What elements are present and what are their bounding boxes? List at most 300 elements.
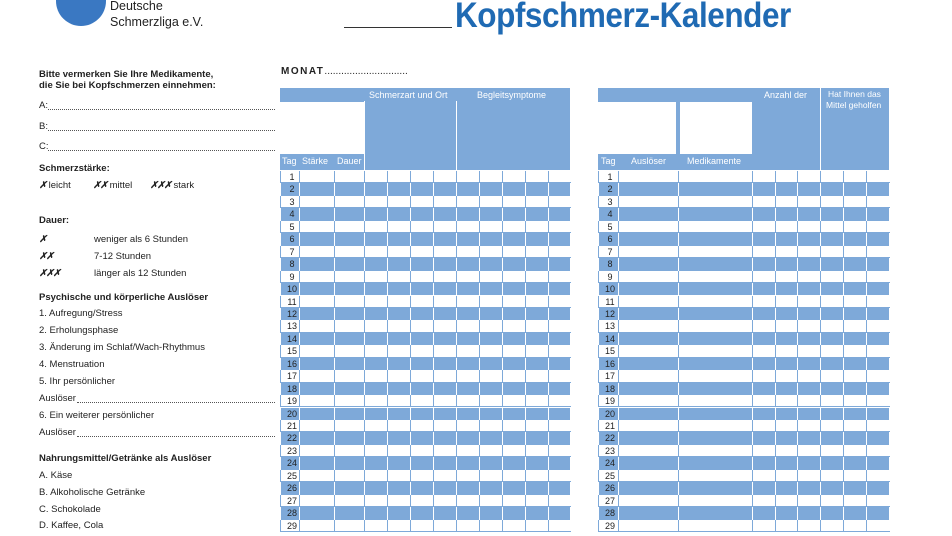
entry-cell[interactable] xyxy=(410,470,434,482)
entry-cell[interactable] xyxy=(456,271,480,283)
entry-cell[interactable] xyxy=(797,308,821,320)
entry-cell[interactable] xyxy=(334,183,365,195)
entry-cell[interactable] xyxy=(548,445,571,457)
entry-cell[interactable] xyxy=(618,395,679,407)
entry-cell[interactable] xyxy=(525,271,549,283)
entry-cell[interactable] xyxy=(387,420,411,432)
entry-cell[interactable] xyxy=(479,171,503,183)
entry-cell[interactable] xyxy=(410,358,434,370)
entry-cell[interactable] xyxy=(775,333,798,345)
entry-cell[interactable] xyxy=(502,320,526,332)
entry-cell[interactable] xyxy=(820,345,844,357)
entry-cell[interactable] xyxy=(502,470,526,482)
entry-cell[interactable] xyxy=(387,183,411,195)
entry-cell[interactable] xyxy=(479,370,503,382)
entry-cell[interactable] xyxy=(843,233,867,245)
entry-cell[interactable] xyxy=(820,495,844,507)
entry-cell[interactable] xyxy=(866,308,890,320)
entry-cell[interactable] xyxy=(456,457,480,469)
entry-cell[interactable] xyxy=(334,370,365,382)
entry-cell[interactable] xyxy=(548,183,571,195)
entry-cell[interactable] xyxy=(678,320,753,332)
entry-cell[interactable] xyxy=(752,495,776,507)
entry-cell[interactable] xyxy=(334,457,365,469)
entry-cell[interactable] xyxy=(797,408,821,420)
entry-cell[interactable] xyxy=(433,233,457,245)
entry-cell[interactable] xyxy=(387,457,411,469)
entry-cell[interactable] xyxy=(820,183,844,195)
entry-cell[interactable] xyxy=(364,395,388,407)
entry-cell[interactable] xyxy=(820,445,844,457)
entry-cell[interactable] xyxy=(479,445,503,457)
entry-cell[interactable] xyxy=(456,320,480,332)
entry-cell[interactable] xyxy=(334,358,365,370)
entry-cell[interactable] xyxy=(820,221,844,233)
entry-cell[interactable] xyxy=(618,308,679,320)
entry-cell[interactable] xyxy=(410,495,434,507)
entry-cell[interactable] xyxy=(752,345,776,357)
entry-cell[interactable] xyxy=(387,445,411,457)
entry-cell[interactable] xyxy=(775,296,798,308)
entry-cell[interactable] xyxy=(618,495,679,507)
entry-cell[interactable] xyxy=(752,296,776,308)
entry-cell[interactable] xyxy=(843,395,867,407)
entry-cell[interactable] xyxy=(843,258,867,270)
entry-cell[interactable] xyxy=(618,520,679,532)
entry-cell[interactable] xyxy=(364,345,388,357)
entry-cell[interactable] xyxy=(678,507,753,519)
entry-cell[interactable] xyxy=(618,271,679,283)
entry-cell[interactable] xyxy=(678,196,753,208)
entry-cell[interactable] xyxy=(843,271,867,283)
entry-cell[interactable] xyxy=(618,196,679,208)
entry-cell[interactable] xyxy=(410,233,434,245)
entry-cell[interactable] xyxy=(866,520,890,532)
entry-cell[interactable] xyxy=(797,482,821,494)
entry-cell[interactable] xyxy=(387,221,411,233)
entry-cell[interactable] xyxy=(433,320,457,332)
entry-cell[interactable] xyxy=(678,470,753,482)
entry-cell[interactable] xyxy=(843,495,867,507)
entry-cell[interactable] xyxy=(299,333,335,345)
entry-cell[interactable] xyxy=(410,333,434,345)
entry-cell[interactable] xyxy=(866,495,890,507)
entry-cell[interactable] xyxy=(479,507,503,519)
entry-cell[interactable] xyxy=(820,432,844,444)
entry-cell[interactable] xyxy=(820,333,844,345)
entry-cell[interactable] xyxy=(334,308,365,320)
entry-cell[interactable] xyxy=(618,408,679,420)
entry-cell[interactable] xyxy=(410,445,434,457)
entry-cell[interactable] xyxy=(433,420,457,432)
entry-cell[interactable] xyxy=(456,258,480,270)
entry-cell[interactable] xyxy=(334,470,365,482)
entry-cell[interactable] xyxy=(334,420,365,432)
entry-cell[interactable] xyxy=(433,457,457,469)
entry-cell[interactable] xyxy=(820,520,844,532)
entry-cell[interactable] xyxy=(456,482,480,494)
entry-cell[interactable] xyxy=(866,320,890,332)
entry-cell[interactable] xyxy=(678,395,753,407)
entry-cell[interactable] xyxy=(775,171,798,183)
entry-cell[interactable] xyxy=(548,507,571,519)
entry-cell[interactable] xyxy=(548,358,571,370)
entry-cell[interactable] xyxy=(820,370,844,382)
entry-cell[interactable] xyxy=(866,482,890,494)
entry-cell[interactable] xyxy=(775,208,798,220)
entry-cell[interactable] xyxy=(410,258,434,270)
entry-cell[interactable] xyxy=(299,320,335,332)
entry-cell[interactable] xyxy=(364,408,388,420)
entry-cell[interactable] xyxy=(618,370,679,382)
entry-cell[interactable] xyxy=(502,246,526,258)
entry-cell[interactable] xyxy=(502,420,526,432)
entry-cell[interactable] xyxy=(618,320,679,332)
entry-cell[interactable] xyxy=(334,482,365,494)
entry-cell[interactable] xyxy=(866,208,890,220)
entry-cell[interactable] xyxy=(866,457,890,469)
entry-cell[interactable] xyxy=(797,520,821,532)
entry-cell[interactable] xyxy=(387,271,411,283)
entry-cell[interactable] xyxy=(866,196,890,208)
entry-cell[interactable] xyxy=(334,520,365,532)
entry-cell[interactable] xyxy=(775,221,798,233)
entry-cell[interactable] xyxy=(456,383,480,395)
entry-cell[interactable] xyxy=(618,420,679,432)
entry-cell[interactable] xyxy=(334,283,365,295)
entry-cell[interactable] xyxy=(410,432,434,444)
entry-cell[interactable] xyxy=(364,283,388,295)
entry-cell[interactable] xyxy=(364,432,388,444)
entry-cell[interactable] xyxy=(299,196,335,208)
entry-cell[interactable] xyxy=(678,308,753,320)
entry-cell[interactable] xyxy=(618,258,679,270)
entry-cell[interactable] xyxy=(775,358,798,370)
med-c-field[interactable]: C: xyxy=(39,141,275,153)
entry-cell[interactable] xyxy=(752,333,776,345)
entry-cell[interactable] xyxy=(866,345,890,357)
entry-cell[interactable] xyxy=(410,271,434,283)
entry-cell[interactable] xyxy=(299,246,335,258)
entry-cell[interactable] xyxy=(334,271,365,283)
entry-cell[interactable] xyxy=(334,233,365,245)
entry-cell[interactable] xyxy=(525,482,549,494)
entry-cell[interactable] xyxy=(775,258,798,270)
entry-cell[interactable] xyxy=(456,345,480,357)
entry-cell[interactable] xyxy=(678,358,753,370)
entry-cell[interactable] xyxy=(678,283,753,295)
entry-cell[interactable] xyxy=(433,171,457,183)
entry-cell[interactable] xyxy=(678,221,753,233)
entry-cell[interactable] xyxy=(479,333,503,345)
entry-cell[interactable] xyxy=(525,408,549,420)
entry-cell[interactable] xyxy=(364,507,388,519)
entry-cell[interactable] xyxy=(866,383,890,395)
entry-cell[interactable] xyxy=(334,395,365,407)
entry-cell[interactable] xyxy=(456,470,480,482)
entry-cell[interactable] xyxy=(502,345,526,357)
entry-cell[interactable] xyxy=(820,482,844,494)
entry-cell[interactable] xyxy=(525,520,549,532)
entry-cell[interactable] xyxy=(433,383,457,395)
entry-cell[interactable] xyxy=(678,271,753,283)
entry-cell[interactable] xyxy=(410,420,434,432)
entry-cell[interactable] xyxy=(752,408,776,420)
entry-cell[interactable] xyxy=(410,370,434,382)
entry-cell[interactable] xyxy=(502,520,526,532)
entry-cell[interactable] xyxy=(797,296,821,308)
entry-cell[interactable] xyxy=(433,470,457,482)
entry-cell[interactable] xyxy=(775,283,798,295)
entry-cell[interactable] xyxy=(456,432,480,444)
entry-cell[interactable] xyxy=(525,308,549,320)
entry-cell[interactable] xyxy=(456,370,480,382)
entry-cell[interactable] xyxy=(433,395,457,407)
entry-cell[interactable] xyxy=(456,395,480,407)
entry-cell[interactable] xyxy=(433,183,457,195)
entry-cell[interactable] xyxy=(866,296,890,308)
month-field[interactable] xyxy=(281,66,408,77)
entry-cell[interactable] xyxy=(820,283,844,295)
entry-cell[interactable] xyxy=(387,495,411,507)
entry-cell[interactable] xyxy=(752,208,776,220)
entry-cell[interactable] xyxy=(618,345,679,357)
entry-cell[interactable] xyxy=(410,196,434,208)
entry-cell[interactable] xyxy=(678,345,753,357)
entry-cell[interactable] xyxy=(479,420,503,432)
entry-cell[interactable] xyxy=(502,271,526,283)
entry-cell[interactable] xyxy=(410,183,434,195)
entry-cell[interactable] xyxy=(479,395,503,407)
entry-cell[interactable] xyxy=(433,370,457,382)
entry-cell[interactable] xyxy=(433,358,457,370)
entry-cell[interactable] xyxy=(797,258,821,270)
entry-cell[interactable] xyxy=(364,296,388,308)
entry-cell[interactable] xyxy=(797,495,821,507)
entry-cell[interactable] xyxy=(525,457,549,469)
entry-cell[interactable] xyxy=(797,196,821,208)
entry-cell[interactable] xyxy=(775,470,798,482)
entry-cell[interactable] xyxy=(334,507,365,519)
entry-cell[interactable] xyxy=(525,296,549,308)
entry-cell[interactable] xyxy=(618,296,679,308)
entry-cell[interactable] xyxy=(502,308,526,320)
entry-cell[interactable] xyxy=(456,308,480,320)
entry-cell[interactable] xyxy=(843,283,867,295)
entry-cell[interactable] xyxy=(866,283,890,295)
entry-cell[interactable] xyxy=(387,408,411,420)
entry-cell[interactable] xyxy=(525,283,549,295)
entry-cell[interactable] xyxy=(410,482,434,494)
entry-cell[interactable] xyxy=(678,183,753,195)
entry-cell[interactable] xyxy=(387,308,411,320)
med-a-field[interactable]: A: xyxy=(39,100,275,112)
entry-cell[interactable] xyxy=(364,445,388,457)
entry-cell[interactable] xyxy=(797,271,821,283)
entry-cell[interactable] xyxy=(299,296,335,308)
entry-cell[interactable] xyxy=(410,520,434,532)
entry-cell[interactable] xyxy=(618,482,679,494)
entry-cell[interactable] xyxy=(364,171,388,183)
entry-cell[interactable] xyxy=(843,308,867,320)
entry-cell[interactable] xyxy=(334,258,365,270)
entry-cell[interactable] xyxy=(775,507,798,519)
entry-cell[interactable] xyxy=(866,395,890,407)
entry-cell[interactable] xyxy=(752,258,776,270)
entry-cell[interactable] xyxy=(752,383,776,395)
entry-cell[interactable] xyxy=(843,420,867,432)
entry-cell[interactable] xyxy=(410,408,434,420)
entry-cell[interactable] xyxy=(775,345,798,357)
entry-cell[interactable] xyxy=(299,358,335,370)
entry-cell[interactable] xyxy=(502,457,526,469)
entry-cell[interactable] xyxy=(843,457,867,469)
entry-cell[interactable] xyxy=(820,420,844,432)
entry-cell[interactable] xyxy=(299,445,335,457)
entry-cell[interactable] xyxy=(456,233,480,245)
entry-cell[interactable] xyxy=(456,221,480,233)
entry-cell[interactable] xyxy=(502,370,526,382)
entry-cell[interactable] xyxy=(387,358,411,370)
entry-cell[interactable] xyxy=(843,408,867,420)
entry-cell[interactable] xyxy=(548,171,571,183)
entry-cell[interactable] xyxy=(752,432,776,444)
entry-cell[interactable] xyxy=(548,395,571,407)
entry-cell[interactable] xyxy=(387,196,411,208)
entry-cell[interactable] xyxy=(618,283,679,295)
entry-cell[interactable] xyxy=(364,183,388,195)
entry-cell[interactable] xyxy=(456,520,480,532)
entry-cell[interactable] xyxy=(797,221,821,233)
entry-cell[interactable] xyxy=(678,258,753,270)
entry-cell[interactable] xyxy=(797,507,821,519)
entry-cell[interactable] xyxy=(387,258,411,270)
entry-cell[interactable] xyxy=(334,208,365,220)
entry-cell[interactable] xyxy=(752,283,776,295)
entry-cell[interactable] xyxy=(525,221,549,233)
entry-cell[interactable] xyxy=(456,208,480,220)
entry-cell[interactable] xyxy=(502,408,526,420)
entry-cell[interactable] xyxy=(797,395,821,407)
entry-cell[interactable] xyxy=(502,395,526,407)
entry-cell[interactable] xyxy=(479,470,503,482)
entry-cell[interactable] xyxy=(752,445,776,457)
entry-cell[interactable] xyxy=(502,383,526,395)
entry-cell[interactable] xyxy=(410,221,434,233)
entry-cell[interactable] xyxy=(843,358,867,370)
entry-cell[interactable] xyxy=(797,432,821,444)
entry-cell[interactable] xyxy=(364,383,388,395)
entry-cell[interactable] xyxy=(618,333,679,345)
entry-cell[interactable] xyxy=(843,507,867,519)
entry-cell[interactable] xyxy=(820,507,844,519)
entry-cell[interactable] xyxy=(334,296,365,308)
entry-cell[interactable] xyxy=(866,258,890,270)
entry-cell[interactable] xyxy=(775,395,798,407)
entry-cell[interactable] xyxy=(618,383,679,395)
med-b-field[interactable]: B: xyxy=(39,121,275,133)
entry-cell[interactable] xyxy=(678,457,753,469)
entry-cell[interactable] xyxy=(752,183,776,195)
entry-cell[interactable] xyxy=(479,246,503,258)
entry-cell[interactable] xyxy=(548,233,571,245)
entry-cell[interactable] xyxy=(479,320,503,332)
entry-cell[interactable] xyxy=(433,408,457,420)
entry-cell[interactable] xyxy=(525,196,549,208)
entry-cell[interactable] xyxy=(299,345,335,357)
entry-cell[interactable] xyxy=(299,183,335,195)
entry-cell[interactable] xyxy=(387,246,411,258)
entry-cell[interactable] xyxy=(678,420,753,432)
entry-cell[interactable] xyxy=(866,507,890,519)
entry-cell[interactable] xyxy=(364,482,388,494)
entry-cell[interactable] xyxy=(410,283,434,295)
entry-cell[interactable] xyxy=(618,457,679,469)
entry-cell[interactable] xyxy=(678,408,753,420)
entry-cell[interactable] xyxy=(843,520,867,532)
entry-cell[interactable] xyxy=(387,482,411,494)
entry-cell[interactable] xyxy=(548,296,571,308)
entry-cell[interactable] xyxy=(548,246,571,258)
entry-cell[interactable] xyxy=(479,482,503,494)
entry-cell[interactable] xyxy=(525,383,549,395)
entry-cell[interactable] xyxy=(334,320,365,332)
entry-cell[interactable] xyxy=(299,495,335,507)
entry-cell[interactable] xyxy=(299,171,335,183)
entry-cell[interactable] xyxy=(299,221,335,233)
entry-cell[interactable] xyxy=(797,470,821,482)
entry-cell[interactable] xyxy=(548,320,571,332)
entry-cell[interactable] xyxy=(525,345,549,357)
entry-cell[interactable] xyxy=(678,171,753,183)
entry-cell[interactable] xyxy=(299,208,335,220)
entry-cell[interactable] xyxy=(752,470,776,482)
entry-cell[interactable] xyxy=(548,470,571,482)
entry-cell[interactable] xyxy=(387,345,411,357)
entry-cell[interactable] xyxy=(797,246,821,258)
entry-cell[interactable] xyxy=(678,495,753,507)
entry-cell[interactable] xyxy=(334,445,365,457)
entry-cell[interactable] xyxy=(433,196,457,208)
entry-cell[interactable] xyxy=(364,420,388,432)
entry-cell[interactable] xyxy=(820,308,844,320)
entry-cell[interactable] xyxy=(479,296,503,308)
entry-cell[interactable] xyxy=(502,482,526,494)
entry-cell[interactable] xyxy=(618,445,679,457)
entry-cell[interactable] xyxy=(618,358,679,370)
entry-cell[interactable] xyxy=(433,308,457,320)
entry-cell[interactable] xyxy=(752,221,776,233)
entry-cell[interactable] xyxy=(410,383,434,395)
entry-cell[interactable] xyxy=(678,296,753,308)
entry-cell[interactable] xyxy=(752,271,776,283)
entry-cell[interactable] xyxy=(775,246,798,258)
entry-cell[interactable] xyxy=(820,395,844,407)
entry-cell[interactable] xyxy=(820,208,844,220)
entry-cell[interactable] xyxy=(334,408,365,420)
entry-cell[interactable] xyxy=(618,470,679,482)
entry-cell[interactable] xyxy=(334,432,365,444)
entry-cell[interactable] xyxy=(752,196,776,208)
entry-cell[interactable] xyxy=(299,383,335,395)
entry-cell[interactable] xyxy=(433,345,457,357)
entry-cell[interactable] xyxy=(525,258,549,270)
entry-cell[interactable] xyxy=(433,258,457,270)
entry-cell[interactable] xyxy=(456,246,480,258)
entry-cell[interactable] xyxy=(820,233,844,245)
entry-cell[interactable] xyxy=(752,395,776,407)
entry-cell[interactable] xyxy=(548,258,571,270)
